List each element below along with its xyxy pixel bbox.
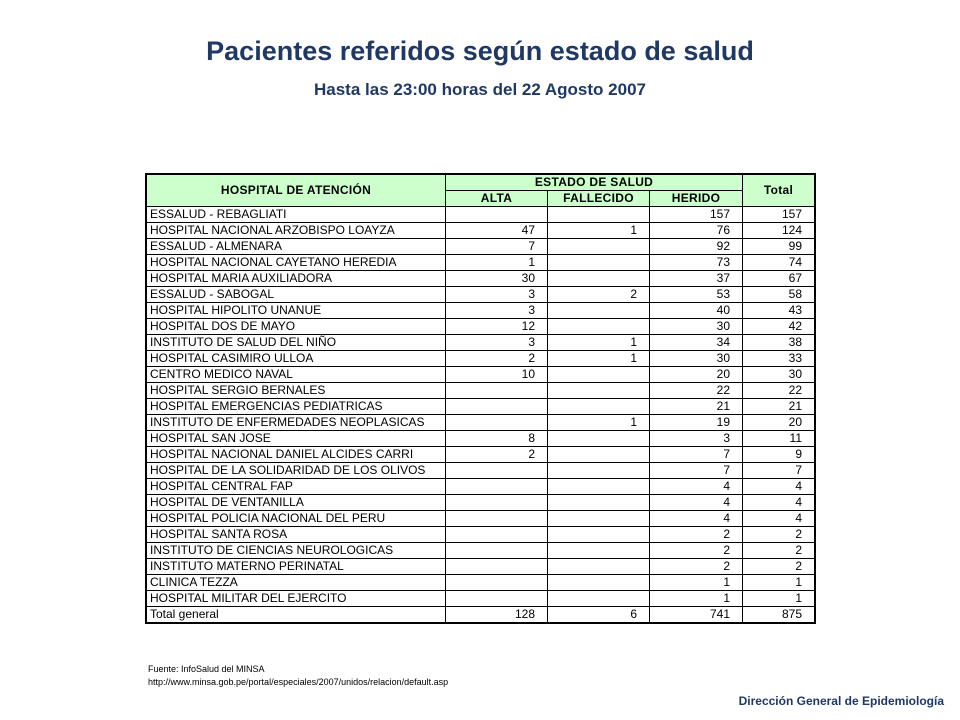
cell-name: HOSPITAL MARIA AUXILIADORA [147, 271, 446, 287]
cell-total: 38 [743, 335, 815, 351]
cell-total: 74 [743, 255, 815, 271]
cell-alta [446, 543, 548, 559]
cell-fallecido: 1 [548, 223, 650, 239]
cell-herido: 741 [650, 607, 743, 623]
referrals-table [145, 173, 816, 624]
cell-name: HOSPITAL SANTA ROSA [147, 527, 446, 543]
table-row [147, 383, 815, 399]
table-row [147, 415, 815, 431]
cell-alta: 3 [446, 287, 548, 303]
header-estado: ESTADO DE SALUD [446, 175, 743, 191]
cell-alta [446, 463, 548, 479]
cell-herido: 2 [650, 559, 743, 575]
cell-total: 1 [743, 591, 815, 607]
cell-fallecido [548, 463, 650, 479]
cell-fallecido [548, 303, 650, 319]
cell-herido: 1 [650, 575, 743, 591]
table-row [147, 559, 815, 575]
cell-fallecido: 2 [548, 287, 650, 303]
cell-name: INSTITUTO DE SALUD DEL NIÑO [147, 335, 446, 351]
cell-alta [446, 575, 548, 591]
cell-alta: 1 [446, 255, 548, 271]
cell-name: INSTITUTO DE CIENCIAS NEUROLOGICAS [147, 543, 446, 559]
table-row [147, 479, 815, 495]
cell-herido: 7 [650, 463, 743, 479]
cell-fallecido [548, 399, 650, 415]
table-row [147, 319, 815, 335]
cell-alta: 3 [446, 335, 548, 351]
cell-alta: 12 [446, 319, 548, 335]
cell-herido: 2 [650, 543, 743, 559]
cell-total: 43 [743, 303, 815, 319]
cell-alta: 3 [446, 303, 548, 319]
cell-total: 4 [743, 479, 815, 495]
cell-alta [446, 479, 548, 495]
cell-herido: 2 [650, 527, 743, 543]
cell-herido: 19 [650, 415, 743, 431]
table-row [147, 511, 815, 527]
cell-total: 124 [743, 223, 815, 239]
cell-herido: 22 [650, 383, 743, 399]
table-row [147, 447, 815, 463]
cell-fallecido [548, 527, 650, 543]
source-label: Fuente: InfoSalud del MINSA [148, 664, 265, 674]
cell-fallecido [548, 559, 650, 575]
cell-name: HOSPITAL SAN JOSE [147, 431, 446, 447]
cell-total: 4 [743, 511, 815, 527]
cell-name: HOSPITAL CENTRAL FAP [147, 479, 446, 495]
cell-alta: 2 [446, 351, 548, 367]
table-row [147, 351, 815, 367]
cell-fallecido [548, 479, 650, 495]
cell-name: HOSPITAL POLICIA NACIONAL DEL PERU [147, 511, 446, 527]
cell-fallecido: 1 [548, 351, 650, 367]
cell-name: ESSALUD - ALMENARA [147, 239, 446, 255]
cell-fallecido [548, 239, 650, 255]
table-row [147, 575, 815, 591]
cell-alta [446, 383, 548, 399]
cell-total: 58 [743, 287, 815, 303]
cell-herido: 30 [650, 351, 743, 367]
cell-herido: 92 [650, 239, 743, 255]
cell-alta: 7 [446, 239, 548, 255]
cell-herido: 4 [650, 479, 743, 495]
table-row [147, 399, 815, 415]
cell-alta: 47 [446, 223, 548, 239]
cell-herido: 20 [650, 367, 743, 383]
cell-alta: 30 [446, 271, 548, 287]
cell-alta: 128 [446, 607, 548, 623]
cell-name: INSTITUTO DE ENFERMEDADES NEOPLASICAS [147, 415, 446, 431]
header-herido: HERIDO [650, 191, 743, 207]
cell-fallecido [548, 271, 650, 287]
cell-total: 157 [743, 207, 815, 223]
cell-herido: 21 [650, 399, 743, 415]
cell-total: 33 [743, 351, 815, 367]
page-subtitle: Hasta las 23:00 horas del 22 Agosto 2007 [314, 80, 646, 99]
table-row [147, 223, 815, 239]
cell-alta [446, 399, 548, 415]
table-row [147, 303, 815, 319]
cell-total: 11 [743, 431, 815, 447]
cell-herido: 30 [650, 319, 743, 335]
cell-herido: 157 [650, 207, 743, 223]
table-row [147, 543, 815, 559]
table-row [147, 495, 815, 511]
table-row [147, 239, 815, 255]
cell-name: HOSPITAL NACIONAL ARZOBISPO LOAYZA [147, 223, 446, 239]
cell-herido: 34 [650, 335, 743, 351]
cell-fallecido [548, 591, 650, 607]
cell-total: 42 [743, 319, 815, 335]
table-header-row [147, 175, 815, 191]
header-total: Total [743, 175, 815, 207]
cell-total: 30 [743, 367, 815, 383]
cell-alta [446, 559, 548, 575]
cell-herido: 37 [650, 271, 743, 287]
cell-fallecido [548, 431, 650, 447]
cell-herido: 1 [650, 591, 743, 607]
cell-name: ESSALUD - REBAGLIATI [147, 207, 446, 223]
cell-total: 2 [743, 527, 815, 543]
cell-alta [446, 527, 548, 543]
cell-fallecido: 1 [548, 415, 650, 431]
cell-name: HOSPITAL SERGIO BERNALES [147, 383, 446, 399]
cell-total: 99 [743, 239, 815, 255]
cell-alta [446, 495, 548, 511]
cell-alta: 10 [446, 367, 548, 383]
cell-alta [446, 591, 548, 607]
cell-alta: 8 [446, 431, 548, 447]
cell-name: HOSPITAL CASIMIRO ULLOA [147, 351, 446, 367]
cell-alta [446, 415, 548, 431]
table-row [147, 431, 815, 447]
source-url: http://www.minsa.gob.pe/portal/especiales/2007/unidos/relacion/default.asp [148, 677, 449, 687]
cell-fallecido [548, 575, 650, 591]
table-row [147, 255, 815, 271]
cell-total: 9 [743, 447, 815, 463]
cell-name: ESSALUD - SABOGAL [147, 287, 446, 303]
cell-fallecido [548, 447, 650, 463]
cell-name: CENTRO MEDICO NAVAL [147, 367, 446, 383]
header-hospital: HOSPITAL DE ATENCIÓN [147, 175, 446, 207]
cell-fallecido [548, 543, 650, 559]
cell-herido: 53 [650, 287, 743, 303]
credit-text: Dirección General de Epidemiología [738, 694, 944, 708]
cell-name: Total general [147, 607, 446, 623]
cell-total: 2 [743, 559, 815, 575]
cell-total: 1 [743, 575, 815, 591]
cell-fallecido [548, 511, 650, 527]
table-row [147, 367, 815, 383]
cell-alta: 2 [446, 447, 548, 463]
cell-fallecido [548, 383, 650, 399]
cell-total: 67 [743, 271, 815, 287]
cell-fallecido [548, 319, 650, 335]
total-row [147, 607, 815, 623]
cell-herido: 40 [650, 303, 743, 319]
cell-total: 4 [743, 495, 815, 511]
cell-name: INSTITUTO MATERNO PERINATAL [147, 559, 446, 575]
cell-fallecido [548, 255, 650, 271]
cell-fallecido [548, 367, 650, 383]
cell-alta [446, 511, 548, 527]
cell-total: 2 [743, 543, 815, 559]
cell-total: 20 [743, 415, 815, 431]
header-fallecido: FALLECIDO [548, 191, 650, 207]
table-row [147, 591, 815, 607]
cell-name: HOSPITAL MILITAR DEL EJERCITO [147, 591, 446, 607]
page-title: Pacientes referidos según estado de salud [206, 36, 754, 66]
cell-name: HOSPITAL NACIONAL DANIEL ALCIDES CARRI [147, 447, 446, 463]
table-row [147, 527, 815, 543]
cell-fallecido [548, 495, 650, 511]
cell-herido: 73 [650, 255, 743, 271]
cell-total: 21 [743, 399, 815, 415]
cell-herido: 3 [650, 431, 743, 447]
table-row [147, 463, 815, 479]
cell-fallecido: 1 [548, 335, 650, 351]
header-alta: ALTA [446, 191, 548, 207]
cell-name: HOSPITAL DE LA SOLIDARIDAD DE LOS OLIVOS [147, 463, 446, 479]
cell-name: HOSPITAL DE VENTANILLA [147, 495, 446, 511]
cell-alta [446, 207, 548, 223]
cell-herido: 4 [650, 511, 743, 527]
table-row [147, 207, 815, 223]
cell-total: 875 [743, 607, 815, 623]
table-row [147, 287, 815, 303]
cell-total: 22 [743, 383, 815, 399]
cell-herido: 76 [650, 223, 743, 239]
cell-herido: 7 [650, 447, 743, 463]
cell-name: HOSPITAL EMERGENCIAS PEDIATRICAS [147, 399, 446, 415]
table-row [147, 335, 815, 351]
cell-name: HOSPITAL DOS DE MAYO [147, 319, 446, 335]
cell-herido: 4 [650, 495, 743, 511]
table-row [147, 271, 815, 287]
cell-fallecido: 6 [548, 607, 650, 623]
cell-name: HOSPITAL HIPOLITO UNANUE [147, 303, 446, 319]
cell-name: CLINICA TEZZA [147, 575, 446, 591]
cell-total: 7 [743, 463, 815, 479]
cell-name: HOSPITAL NACIONAL CAYETANO HEREDIA [147, 255, 446, 271]
cell-fallecido [548, 207, 650, 223]
